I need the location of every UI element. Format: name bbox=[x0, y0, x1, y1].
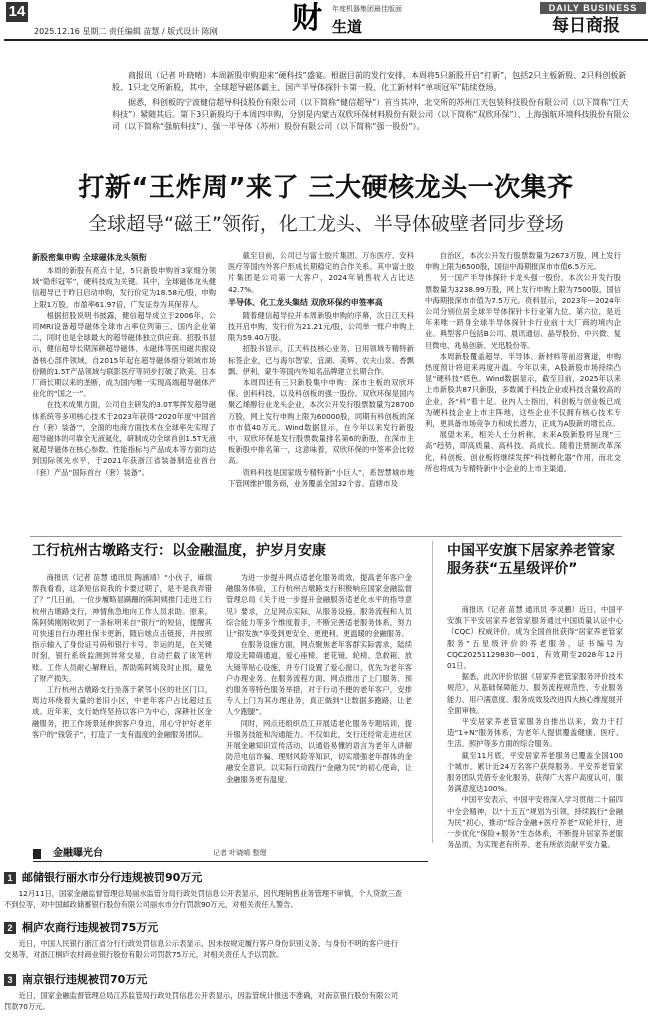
newsflash-rule bbox=[33, 861, 428, 862]
item-body: 近日，国家金融监督管理总局江苏监管局行政处罚信息公开表显示，因监管统计报送不准确，对南京银行股份有限公司罚款70万元。 bbox=[4, 991, 399, 1011]
body-paragraph: 商报讯（记者 苗慧 通讯员 陶涵靖）“小伙子，麻烦帮我看看，这条短信说我的卡要过期了，是不是我弄错了？”几日前，一位步履略显蹒跚的陈阿姨推门走进工行杭州古墩路支行，神情焦急地向工作人员求助。原来，陈阿姨刚刚收到了一条标明来自“银行”的短信，提醒其可快速自行办理社保卡更新，随后她点击链接，并按照指示输入了身份证号码和银行卡号。幸运的是，在关键时刻，银行系统监测到异常交易，自动拦截了该笔转账。工作人员耐心解释后，帮助陈阿姨及时止损，避免了财产损失。 bbox=[32, 573, 212, 683]
item-number: 2 bbox=[4, 922, 16, 934]
page-number: 14 bbox=[6, 2, 28, 22]
article-headline: 工行杭州古墩路支行：以金融温度，护岁月安康 bbox=[32, 543, 326, 559]
masthead bbox=[0, 0, 652, 40]
body-paragraph: 资料科技是国家级专精特新“小巨人”，系智慧城市地下管网维护服务商，业务覆盖全国32个省、直辖市及 bbox=[228, 467, 414, 488]
body-paragraph: 截至11月底，平安居家养老服务已覆盖全国100个城市，累计近24万名客户获得服务。平安养老管家服务团队凭借专业化服务，获得广大客户高度认可，服务满意度达100%。 bbox=[447, 750, 623, 794]
body-paragraph: 平安居家养老管家服务自推出以来，致力于打造“1+N”服务体系，为老年人提供覆盖健康、医疗、生活、照护等多方面的综合服务。 bbox=[447, 717, 623, 749]
article-headline: 中国平安旗下居家养老管家服务获“五星级评价” bbox=[447, 543, 615, 577]
section-logo: 财 bbox=[292, 1, 322, 36]
body-paragraph: 工行杭州古墩路支行坐落于紧邻小区的社区门口，周边环绕着大量的老旧小区，中老年客户占比超过五成。近年来，支行始终坚持以客户为中心，深耕社区金融服务，把工作场景延伸到客户身边，用心守护好老年客户的“钱袋子”，打造了一支有温度的金融服务团队。 bbox=[32, 685, 212, 739]
body-paragraph: 在服务设施方面，网点聚焦老年客群实际需求，陆续增设无障碍通道、爱心座椅、老花镜、轮椅、急救箱、放大镜等贴心设施，并专门设置了爱心窗口，优先为老年客户办理业务。在服务流程方面，网点推出了上门服务、预约服务等特色服务举措，对于行动不便的老年客户，安排专人上门为其办理业务，真正做到“让数据多跑路，让老人少跑腿”。 bbox=[226, 640, 412, 717]
body-paragraph: 另一国产半导体探针卡龙头强一股份，本次公开发行股票数量为3238.99万股，网上发行申购上限为7500股，国信中海期报深市市值为7.5万元。资料显示，2023年—2024年公司分别位居全球半导体探针卡行业第九位、第六位，是近年来唯一跻身全球半导体探针卡行业前十大厂商的境内企业。典型客户包括B公司、晨讯通信、晶导股份、中兴微、复旦微电、兆易创新、光迅股份等。 bbox=[425, 273, 621, 350]
body-paragraph: 截至目前，公司已与富士胶片集团、万东医疗、安科医疗等国内外客户形成长期稳定的合作关系。其中富士胶片集团是公司第一大客户，2024年销售收入占比达42.7%。 bbox=[228, 251, 414, 294]
item-body: 12月11日，国家金融监督管理总局丽水监管分局行政处罚信息公开表显示，因代理销售业务管理不审慎，个人贷款三查不到位等，对中国邮政储蓄银行股份有限公司丽水市分行罚款90万元，对相关责任人警告。 bbox=[4, 889, 403, 909]
article-column-3 bbox=[425, 250, 621, 474]
item-body: 近日，中国人民银行浙江省分行行政处罚信息公示表显示，因未按规定履行客户身份识别义务、与身份不明的客户进行交易等，对浙江桐庐农村商业银行股份有限公司罚款75万元，对相关责任人予以罚款。 bbox=[4, 939, 399, 959]
sub-headline: 全球超导“磁王”领衔，化工龙头、半导体破壁者同步登场 bbox=[88, 213, 564, 235]
body-paragraph: 商报讯（记者 苗慧 通讯员 李灵鹏）近日，中国平安旗下平安居家养老管家服务通过中国质量认证中心（CQC）权威评价，成为全国首批获得“居家养老管家服务”五星级评价的养老服务，证书编号为CQC20251129830—001，有效期至2028年12月01日。 bbox=[447, 605, 623, 671]
body-paragraph: 展望未来，相关人士分析称，未来A股新股将呈现“三高”趋势，即高质量、高科技、高成长。随着注册制改革深化，科创板、创业板将继续发挥“科技孵化器”作用，而北交所也将成为专精特新中小企业的上市主渠道。 bbox=[425, 430, 621, 473]
bullet-icon bbox=[33, 849, 41, 859]
body-paragraph: 根据招股说明书披露，健信超导成立于2006年，公司MRI设备超导磁体全球市占率位列第三，国内企业第二，同时也是全球最大的超导磁体独立供应商。招股书显示，健信超导长期深耕超导磁体、永磁体等医用磁共振设备核心部件领域，自2015年起在超导磁体细分领域市场份额的1.5T产品领域与联影医疗等同步打破了欧美、日本厂商长期以来的垄断，成为国内唯一实现高端超导磁体产业化的“国之一”。 bbox=[32, 310, 216, 399]
body-paragraph: 在技术成果方面，公司自主研发的3.0T零挥发超导磁体系统等多项核心技术于2023年获得“2020年度‘中国首台（套）装备’”，全面的电商方面技术在全球率先实现了超导磁体的可靠全无液氦化，研制成功全球首创1.5T无液氦超导磁体在核心参数、性能指标与产品成本等方面均达到国际领先水平，于2021年获浙江省装备制造业首台（套）产品“国际首台（套）装备”。 bbox=[32, 400, 216, 477]
article-column bbox=[32, 572, 212, 740]
item-headline: 南京银行违规被罚70万元 bbox=[22, 973, 148, 986]
body-paragraph: 招股书显示，江天科技核心业务，日用领域专精特新标签企业，已与海尔智家、宜湖、美辉、农夫山泉、香飘飘、伊利、蒙牛等国内外知名品牌建立长期合作。 bbox=[228, 344, 414, 376]
article-column bbox=[447, 604, 623, 850]
item-number: 3 bbox=[4, 974, 16, 986]
body-paragraph: 本周新股覆盖超导、半导体、新材料等前沿赛道，申购热度预计将迎来再度升温。今年以来，A股新股市场持续凸显“硬科技”底色。Wind数据显示，截至目前，2025年以来上市新股共87只新股，多数属于科技企业或科技含量较高的企业，各“科”着十足。业内人士指出，科创板与创业板已成为硬科技企业上市主阵地，这些企业不仅拥有核心技术专利，更具备市场竞争力和成长潜力，正成为A股新的增长点。 bbox=[425, 351, 621, 429]
body-paragraph: 自治区，本次公开发行股票数量为2673万股，网上发行申购上限为6500股，国信中海期报深市市值6.5万元。 bbox=[425, 251, 621, 272]
body-paragraph: 同时，网点还组织员工开展适老化服务专题培训，提升服务技能和沟通能力。不仅如此，支行还经常走进社区开展金融知识宣传活动，以通俗易懂的语言为老年人讲解防范电信诈骗、理财风险等知识，切实增强老年群体的金融安全意识。以实际行动践行“金融为民”的初心使命，让金融服务更有温度。 bbox=[226, 718, 412, 784]
paper-name-cn: 每日商报 bbox=[552, 16, 620, 36]
newsflash-header bbox=[33, 846, 428, 862]
body-paragraph: 据悉，此次评价依据《居家养老管家服务评价技术规范》，从基础保障能力、服务流程规范性、专业服务能力、用户满意度、服务成效及改进四大核心维度展开全面审核。 bbox=[447, 672, 623, 715]
main-headline: 打新“王炸周”来了 三大硬核龙头一次集齐 bbox=[78, 173, 574, 203]
lead-intro bbox=[112, 70, 632, 136]
body-paragraph: 本周四还有三只新股集中申购：深市主板的双欣环保、创科科技，以及科创板的强一股份。双欣环保是国内聚乙烯醇行业龙头企业，本次公开发行股票数量为28700万股，网上发行申购上限为60000股，同期有科创板的深市市值40万元。Wind数据显示，在今年以来发行新股中，双欣环保是发行股票数量排名第6的新股，在深市主板新股中排名第一，这意味着，双欣环保的中签率会比较高。 bbox=[228, 378, 414, 466]
article-column-2 bbox=[228, 250, 414, 489]
header-rule bbox=[4, 39, 648, 41]
item-headline: 邮储银行丽水市分行违规被罚90万元 bbox=[22, 871, 203, 884]
intro-paragraph: 据悉，科创板的宁波健信超导科技股份有限公司（以下简称“健信超导”）首当其冲，北交所的苏州江天包装科技股份有限公司（以下简称“江天科技”）紧随其后。第下3只新股均于本周四申购，分别是内蒙古双欣环保材料股份有限公司（以下简称“双欣环保”）、上海强航环境科技股份有限公司（以下简称“强航科技”）、强一半导体（苏州）股份有限公司（以下简称“强一股份”）。 bbox=[112, 98, 630, 131]
body-paragraph: 本周的新股有亮点十足，5只新股申购首3家细分领域“隐形冠军”，硬科技成为关键。其中，全球磁体龙头健信超导已于昨日启动申购，发行价定为18.58元/股，申购上限1万股，市盈率61.97倍，广发证券为其保荐人。 bbox=[32, 266, 216, 309]
article-column-1 bbox=[32, 250, 216, 478]
item-headline: 桐庐农商行违规被罚75万元 bbox=[22, 921, 159, 934]
intro-paragraph: 商报讯（记者 叶晓晴）本周新股申购迎来“硬科技”盛宴。根据目前的发行安排，本周将5只新股开启“打新”，包括2只主板新股、2只科创板新股、1只北交所新股，其中，全球超导磁体霸主、国产半导体探针卡第一股、化工新材料“单项冠军”陆续登场。 bbox=[112, 71, 627, 92]
section-name: 生道 bbox=[332, 18, 363, 36]
body-paragraph: 为进一步提升网点适老化服务质效，提高老年客户金融服务体验，工行杭州古墩路支行积极响应国家金融监督管理总局《关于进一步提升金融服务适老化水平的指导意见》要求，立足网点实际，从服务设施、服务流程和人员综合能力等多个维度着手，不断完善适老服务体系，努力让“银发族”享受到更安全、更便利、更温暖的金融服务。 bbox=[226, 573, 412, 639]
award-tag: 年度机器集团最佳版面 bbox=[332, 5, 402, 13]
section-divider bbox=[30, 536, 622, 537]
article-column bbox=[226, 572, 412, 785]
item-number: 1 bbox=[4, 872, 16, 884]
newsflash-byline: 记者 叶晓晴 整理 bbox=[213, 849, 267, 857]
section-heading: 新股密集申购 全球磁体龙头领衔 bbox=[32, 253, 147, 262]
body-paragraph: 中国平安表示，中国平安将深入学习贯彻二十届四中全会精神，以“十五五”规划为引领，持续践行“金融为民”初心，推动“综合金融+医疗养老”双轮并行，进一步优化“保险+服务”生态体系，不断提升居家养老服务品质，为实现老有所养、老有所依贡献平安力量。 bbox=[447, 795, 623, 850]
body-paragraph: 随着健信超导拉开本周新股申购的序幕，次日江天科技开启申购，发行价为21.21元/股，公司单一账户申购上限为59.40万股。 bbox=[228, 310, 414, 343]
paper-name-en: DAILY BUSINESS bbox=[540, 2, 646, 14]
section-heading: 半导体、化工龙头集结 双欣环保约申签率高 bbox=[228, 297, 383, 307]
newsflash-title: 金融曝光台 bbox=[53, 848, 103, 859]
column-divider bbox=[432, 541, 433, 843]
issue-meta: 2025.12.16 星期二 责任编辑 苗慧 / 版式设计 陈刚 bbox=[34, 27, 218, 36]
